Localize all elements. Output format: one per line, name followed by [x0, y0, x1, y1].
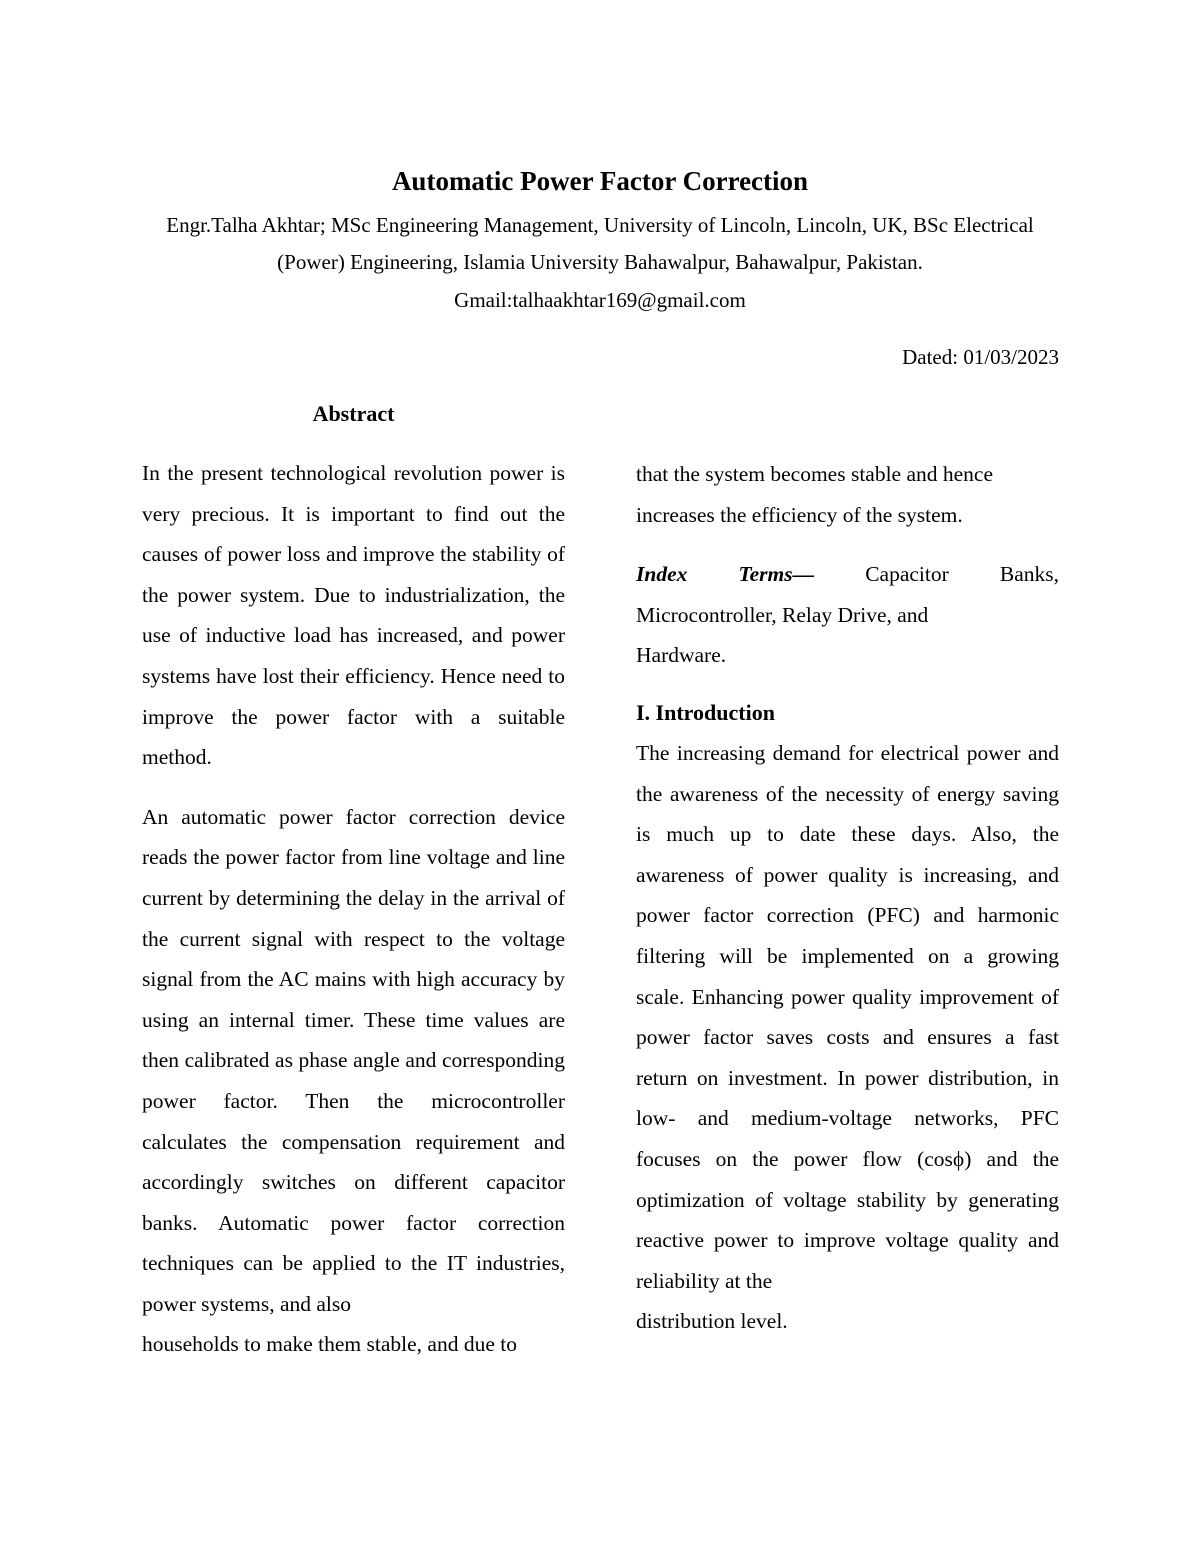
index-terms	[636, 554, 1059, 635]
paper-date: Dated: 01/03/2023	[902, 345, 1059, 369]
author-affiliation-line-1: Engr.Talha Akhtar; MSc Engineering Management, University of Lincoln, Lincoln, UK, BSc Electrical	[166, 213, 1034, 237]
abstract-paragraph-2-last-line: households to make them stable, and due to	[142, 1332, 517, 1357]
abstract-paragraph-2: An automatic power factor correction device reads the power factor from line voltage and line current by determining the delay in the arrival of the current signal with respect to the voltage signal from the AC mains with high accuracy by using an internal timer. These time values are then calibrated as phase angle and corresponding power factor. Then the microcontroller calculates the compensation requirement and accordingly switches on different capacitor banks. Automatic power factor correction techniques can be applied to the IT industries, power systems, and also	[142, 804, 565, 1316]
right-column	[636, 454, 1059, 1342]
introduction-body: The increasing demand for electrical power and the awareness of the necessity of energy saving is much up to date these days. Also, the awareness of power quality is increasing, and power factor correction (PFC) and harmonic filtering will be implemented on a growing scale. Enhancing power quality improvement of power factor saves costs and ensures a fast return on investment. In power distribution, in low- and medium-voltage networks, PFC focuses on the power flow (cosϕ) and the optimization of voltage stability by generating reactive power to improve voltage quality and reliability at the	[636, 740, 1059, 1293]
introduction-heading: I. Introduction	[636, 699, 775, 725]
abstract-continued-last-line: increases the efficiency of the system.	[636, 502, 963, 527]
abstract-heading: Abstract	[312, 401, 395, 426]
index-terms-last-line: Hardware.	[636, 643, 727, 668]
index-terms-text: Capacitor Banks, Microcontroller, Relay Drive, and	[636, 562, 1060, 627]
abstract-paragraph-1: In the present technological revolution power is very precious. It is important to find out the causes of power loss and improve the stability of the power system. Due to industrialization, the use of inductive load has increased, and power systems have lost their efficiency. Hence need to improve the power factor with a suitable method.	[142, 461, 565, 770]
author-affiliation-line-2: (Power) Engineering, Islamia University Bahawalpur, Bahawalpur, Pakistan.	[277, 250, 923, 274]
author-email: Gmail:talhaakhtar169@gmail.com	[454, 288, 746, 312]
paper-title: Automatic Power Factor Correction	[391, 166, 809, 196]
introduction-body-last-line: distribution level.	[636, 1309, 788, 1334]
left-column	[142, 394, 565, 1365]
index-terms-label: Index Terms—	[636, 562, 815, 587]
abstract-continued: that the system becomes stable and hence	[636, 462, 994, 486]
